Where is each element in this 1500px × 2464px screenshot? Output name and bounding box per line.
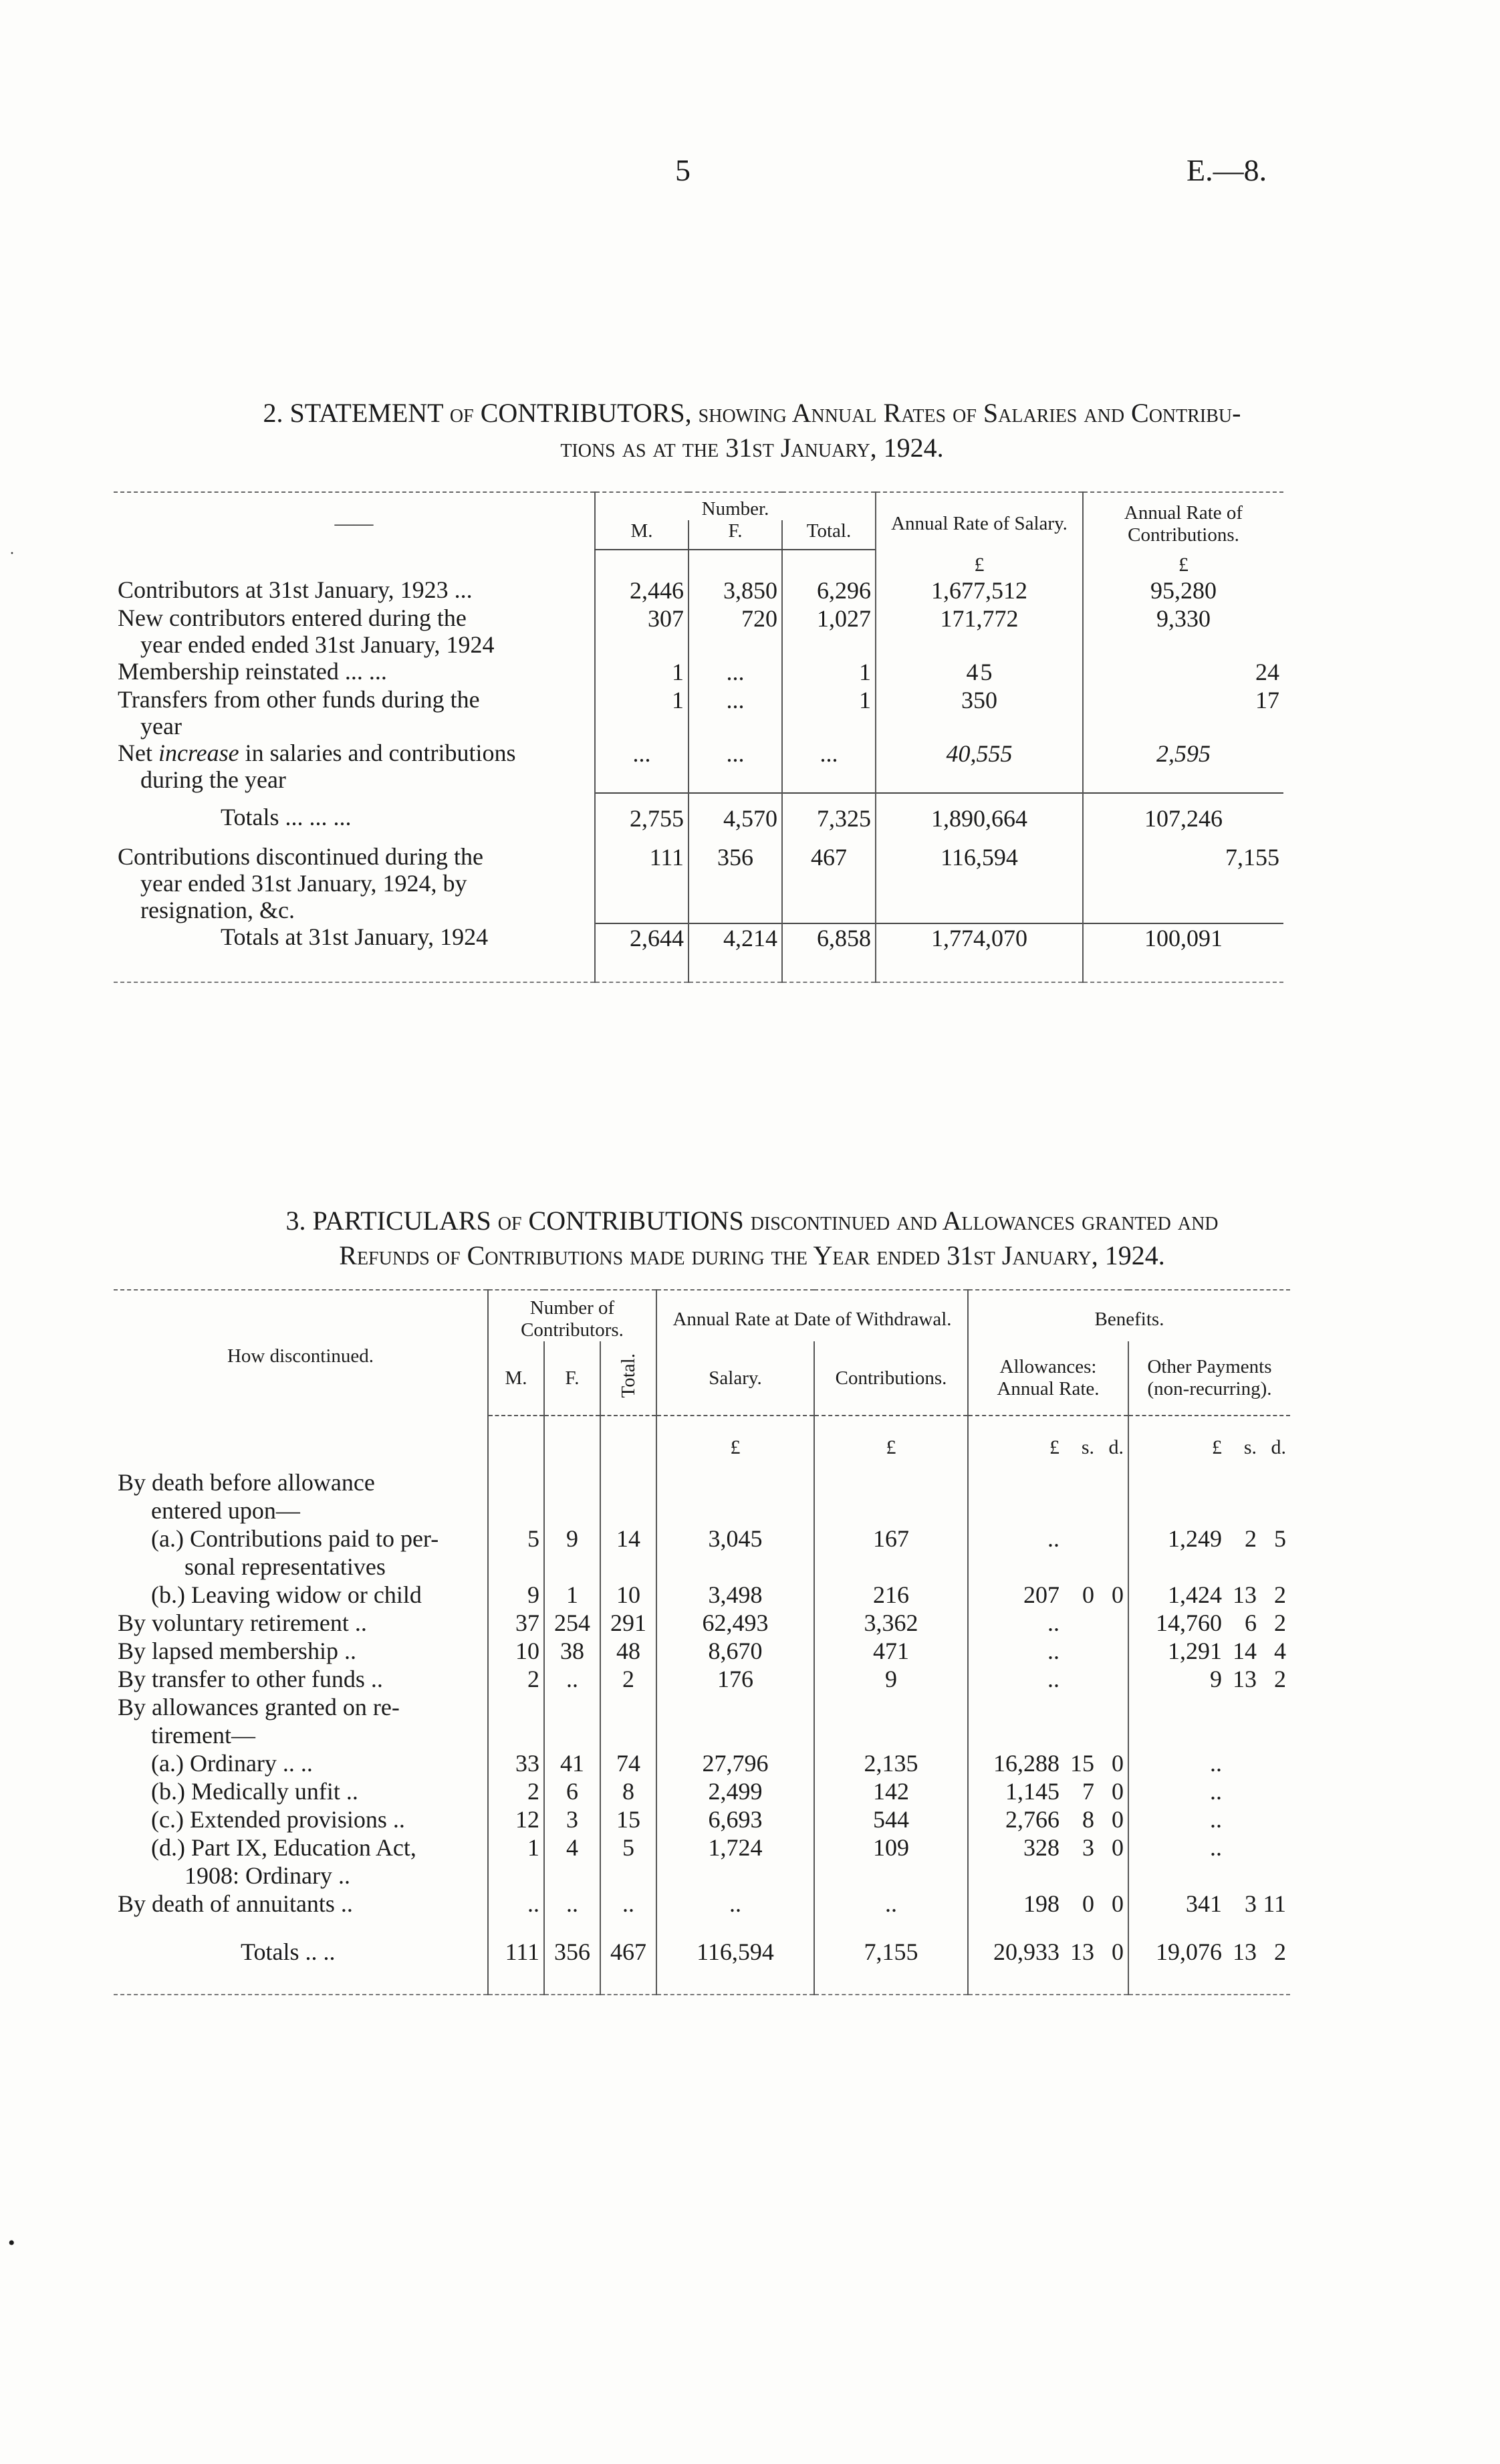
cell-other-d: 5 <box>1274 1525 1286 1553</box>
cell-m: 10 <box>488 1637 544 1665</box>
row-label-post: in salaries and contributions <box>239 740 516 766</box>
cell-contrib: 24 <box>1083 658 1283 686</box>
page-reference: E.—8. <box>1186 153 1267 187</box>
cell-contrib: 7,155 <box>1083 843 1283 923</box>
table-row <box>114 1665 1290 1693</box>
cell-contrib: 9 <box>814 1665 968 1693</box>
final-m: 2,644 <box>595 923 689 982</box>
cell-m: 1 <box>595 686 689 740</box>
cell-salary: 1,677,512 <box>876 576 1083 604</box>
total-contrib: 107,246 <box>1083 793 1283 843</box>
cell-m: 33 <box>488 1749 544 1777</box>
cell-other <box>1142 1777 1286 1805</box>
cell-other <box>1142 1693 1286 1721</box>
table-row <box>114 1805 1290 1833</box>
final-salary: 1,774,070 <box>876 923 1083 982</box>
row-label-cont: year ended ended 31st January, 1924 <box>140 631 495 658</box>
cell-other-l: 14,760 <box>1156 1609 1222 1637</box>
cell-allow-d: 0 <box>1112 1581 1124 1609</box>
cell-contrib: 471 <box>814 1637 968 1665</box>
cell-total: 1,027 <box>782 604 876 658</box>
cell-f: ... <box>689 740 782 793</box>
cell-contrib: 544 <box>814 1805 968 1833</box>
final-totals-row <box>114 923 1283 982</box>
cell-other-l: .. <box>1210 1778 1222 1805</box>
table-row <box>114 1890 1290 1918</box>
cell-f: ... <box>689 686 782 740</box>
cell-m: 111 <box>595 843 689 923</box>
cell-contrib: 109 <box>814 1833 968 1890</box>
cell-other <box>1142 1468 1286 1496</box>
cell-contrib: 142 <box>814 1777 968 1805</box>
cell-other-s: 3 <box>1245 1890 1257 1918</box>
cell-other-s: 6 <box>1245 1609 1257 1637</box>
cell-m <box>488 1468 544 1525</box>
cell-m: 9 <box>488 1581 544 1609</box>
cell-allow <box>979 1805 1124 1833</box>
table-row <box>114 604 1283 658</box>
cell-other-l: 1,424 <box>1168 1581 1222 1609</box>
section3-title-line2: Refunds of Contributions made during the Year ended 31st January, 1924. <box>339 1240 1165 1270</box>
unit-other-l: £ <box>1212 1436 1222 1459</box>
cell-other-l: 1,249 <box>1168 1525 1222 1553</box>
cell-total: 2 <box>600 1665 656 1693</box>
cell-total: 291 <box>600 1609 656 1637</box>
header-salary: Annual Rate of Salary. <box>876 492 1083 550</box>
cell-other <box>1142 1938 1286 1966</box>
header-how: How discontinued. <box>114 1290 488 1416</box>
row-label: (b.) Leaving widow or child <box>151 1581 422 1609</box>
table-row <box>114 1693 1290 1749</box>
total-salary: 1,890,664 <box>876 793 1083 843</box>
cell-allow-d: 0 <box>1112 1938 1124 1966</box>
cell-f <box>544 1468 600 1525</box>
row-label-cont: 1908: Ordinary .. <box>184 1862 350 1890</box>
cell-m: 12 <box>488 1805 544 1833</box>
cell-salary: 4 5 <box>876 658 1083 686</box>
row-label-italic: increase <box>158 740 239 766</box>
cell-f: 4 <box>544 1833 600 1890</box>
table-row <box>114 658 1283 686</box>
cell-m: 307 <box>595 604 689 658</box>
cell-m: 111 <box>488 1918 544 1995</box>
cell-contrib: 17 <box>1083 686 1283 740</box>
cell-allow-l: 2,766 <box>1005 1806 1059 1833</box>
margin-dot: • <box>8 2232 15 2254</box>
cell-total: 6,296 <box>782 576 876 604</box>
cell-f: 6 <box>544 1777 600 1805</box>
cell-other-l: 341 <box>1186 1890 1222 1918</box>
row-label: (d.) Part IX, Education Act, <box>151 1834 416 1862</box>
cell-other-d: 2 <box>1274 1666 1286 1693</box>
cell-total <box>600 1468 656 1525</box>
final-contrib: 100,091 <box>1083 923 1283 982</box>
table-row <box>114 1749 1290 1777</box>
final-label: Totals at 31st January, 1924 <box>221 923 489 950</box>
cell-salary: 116,594 <box>876 843 1083 923</box>
cell-allow <box>979 1693 1124 1721</box>
unit-allow-l: £ <box>1049 1436 1059 1459</box>
header-f: F. <box>544 1341 600 1416</box>
cell-total: 15 <box>600 1805 656 1833</box>
discontinued-row <box>114 843 1283 923</box>
table-row <box>114 740 1283 793</box>
cell-contrib: 2,135 <box>814 1749 968 1777</box>
unit-other-s: s. <box>1243 1436 1257 1459</box>
cell-allow-l: .. <box>1047 1638 1059 1665</box>
cell-contrib: 167 <box>814 1525 968 1581</box>
totals-row <box>114 1918 1290 1995</box>
cell-allow <box>979 1777 1124 1805</box>
cell-total <box>600 1693 656 1749</box>
cell-salary: 8,670 <box>656 1637 814 1665</box>
total-m: 2,755 <box>595 793 689 843</box>
header-contributions: Contributions. <box>814 1341 968 1416</box>
cell-allow-l: .. <box>1047 1609 1059 1637</box>
cell-allow-s: 3 <box>1082 1834 1094 1862</box>
cell-allow <box>979 1665 1124 1693</box>
section2-title <box>100 396 1404 465</box>
cell-allow <box>979 1581 1124 1609</box>
cell-salary: 40,555 <box>876 740 1083 793</box>
cell-allow-d: 0 <box>1112 1778 1124 1805</box>
table-row <box>114 1637 1290 1665</box>
cell-salary: 116,594 <box>656 1918 814 1995</box>
section3-title-line1: PARTICULARS of CONTRIBUTIONS discontinued and Allowances granted and <box>312 1206 1219 1236</box>
cell-salary: 62,493 <box>656 1609 814 1637</box>
cell-allow-l: .. <box>1047 1666 1059 1693</box>
pound-sign: £ <box>1083 550 1283 576</box>
cell-other-s: 2 <box>1245 1525 1257 1553</box>
table-row <box>114 1525 1290 1581</box>
cell-allow-l: 1,145 <box>1005 1778 1059 1805</box>
cell-other-l: 19,076 <box>1156 1938 1222 1966</box>
cell-m: 1 <box>488 1833 544 1890</box>
row-label: By transfer to other funds .. <box>118 1666 383 1693</box>
header-withdrawal: Annual Rate at Date of Withdrawal. <box>656 1290 968 1341</box>
cell-allow-d: 0 <box>1112 1750 1124 1777</box>
cell-other-s: 13 <box>1233 1666 1257 1693</box>
cell-m: .. <box>488 1890 544 1918</box>
row-label: Membership reinstated ... ... <box>118 658 387 685</box>
section2-title-prefix: 2. <box>263 398 290 428</box>
cell-allow <box>979 1609 1124 1637</box>
table-row <box>114 1833 1290 1890</box>
cell-allow-s: 15 <box>1070 1750 1094 1777</box>
cell-contrib <box>814 1693 968 1749</box>
cell-m <box>488 1693 544 1749</box>
cell-f: 356 <box>689 843 782 923</box>
cell-total: 467 <box>782 843 876 923</box>
row-label: Contributions discontinued during the <box>118 843 483 870</box>
cell-salary: 350 <box>876 686 1083 740</box>
cell-total: 5 <box>600 1833 656 1890</box>
cell-contrib: .. <box>814 1890 968 1918</box>
cell-other-d: 2 <box>1274 1938 1286 1966</box>
cell-allow-l: 207 <box>1023 1581 1059 1609</box>
cell-salary: 27,796 <box>656 1749 814 1777</box>
cell-allow-s: 7 <box>1082 1778 1094 1805</box>
statement-of-contributors-table <box>114 491 1283 983</box>
cell-other-d: 11 <box>1263 1890 1286 1918</box>
section2-title-line1: STATEMENT of CONTRIBUTORS, showing Annual Rates of Salaries and Contribu- <box>289 398 1241 428</box>
header-benefits: Benefits. <box>968 1290 1290 1341</box>
cell-f: 356 <box>544 1918 600 1995</box>
cell-allow-l: 328 <box>1023 1834 1059 1862</box>
cell-allow-l: 16,288 <box>993 1750 1059 1777</box>
header-other-payments: Other Payments (non-recurring). <box>1128 1341 1290 1416</box>
row-label: (b.) Medically unfit .. <box>151 1778 358 1805</box>
page-number: 5 <box>675 153 691 187</box>
cell-f: 41 <box>544 1749 600 1777</box>
row-label-cont: tirement— <box>151 1722 255 1749</box>
cell-other <box>1142 1749 1286 1777</box>
totals-label: Totals .. .. <box>241 1938 336 1966</box>
cell-contrib: 7,155 <box>814 1918 968 1995</box>
row-label: Net <box>118 740 158 766</box>
cell-allow-l: 20,933 <box>993 1938 1059 1966</box>
row-label: Transfers from other funds during the <box>118 686 480 713</box>
cell-m: 5 <box>488 1525 544 1581</box>
cell-allow-d: 0 <box>1112 1806 1124 1833</box>
total-f: 4,570 <box>689 793 782 843</box>
cell-other-s: 14 <box>1233 1638 1257 1665</box>
cell-salary: 3,498 <box>656 1581 814 1609</box>
cell-allow <box>979 1890 1124 1918</box>
cell-f: 1 <box>544 1581 600 1609</box>
table-row <box>114 1777 1290 1805</box>
cell-salary: .. <box>656 1890 814 1918</box>
cell-contrib: 95,280 <box>1083 576 1283 604</box>
cell-salary: 3,045 <box>656 1525 814 1581</box>
cell-total: ... <box>782 740 876 793</box>
cell-allow-s: 8 <box>1082 1806 1094 1833</box>
cell-allow-s: 0 <box>1082 1890 1094 1918</box>
cell-f: 254 <box>544 1609 600 1637</box>
row-label: By death of annuitants .. <box>118 1890 353 1918</box>
row-label: By death before allowance <box>118 1469 375 1496</box>
cell-total: 48 <box>600 1637 656 1665</box>
cell-f: 38 <box>544 1637 600 1665</box>
cell-f: 3 <box>544 1805 600 1833</box>
cell-other-l: .. <box>1210 1806 1222 1833</box>
unit-contrib: £ <box>814 1416 968 1468</box>
cell-f <box>544 1693 600 1749</box>
cell-salary <box>656 1468 814 1525</box>
cell-contrib: 216 <box>814 1581 968 1609</box>
cell-f: .. <box>544 1890 600 1918</box>
unit-allow-s: s. <box>1081 1436 1094 1459</box>
cell-contrib: 9,330 <box>1083 604 1283 658</box>
cell-allow-s: 0 <box>1082 1581 1094 1609</box>
cell-allow <box>979 1749 1124 1777</box>
row-label-cont: sonal representatives <box>184 1553 386 1581</box>
cell-total: 74 <box>600 1749 656 1777</box>
cell-other-d: 4 <box>1274 1638 1286 1665</box>
header-salary: Salary. <box>656 1341 814 1416</box>
cell-allow <box>979 1637 1124 1665</box>
cell-other-s: 13 <box>1233 1938 1257 1966</box>
header-f: F. <box>689 520 782 550</box>
cell-allow <box>979 1525 1124 1553</box>
cell-m: 2 <box>488 1665 544 1693</box>
pound-sign: £ <box>876 550 1083 576</box>
final-total: 6,858 <box>782 923 876 982</box>
cell-total: 1 <box>782 686 876 740</box>
row-label-cont: entered upon— <box>151 1497 300 1525</box>
cell-other <box>1142 1609 1286 1637</box>
unit-salary: £ <box>656 1416 814 1468</box>
cell-salary <box>656 1693 814 1749</box>
table-row <box>114 1581 1290 1609</box>
header-contributions: Annual Rate of Contributions. <box>1083 492 1283 550</box>
particulars-of-contributions-table <box>114 1289 1290 1995</box>
cell-other-d: 2 <box>1274 1581 1286 1609</box>
row-label: By allowances granted on re- <box>118 1694 400 1721</box>
row-label: By voluntary retirement .. <box>118 1609 367 1637</box>
section2-title-line2: tions as at the 31st January, 1924. <box>560 433 944 463</box>
row-label: By lapsed membership .. <box>118 1638 356 1665</box>
header-total: Total. <box>782 520 876 550</box>
cell-other <box>1142 1890 1286 1918</box>
cell-m: 2 <box>488 1777 544 1805</box>
cell-total: 467 <box>600 1918 656 1995</box>
header-m: M. <box>488 1341 544 1416</box>
cell-f: ... <box>689 658 782 686</box>
header-number: Number. <box>595 492 876 520</box>
cell-other <box>1142 1805 1286 1833</box>
cell-other-l: 1,291 <box>1168 1638 1222 1665</box>
header-allowances: Allowances: Annual Rate. <box>968 1341 1128 1416</box>
cell-allow-d: 0 <box>1112 1890 1124 1918</box>
final-f: 4,214 <box>689 923 782 982</box>
cell-other-s: 13 <box>1233 1581 1257 1609</box>
row-label: (a.) Contributions paid to per- <box>151 1525 439 1553</box>
cell-allow <box>979 1833 1124 1862</box>
row-label-cont: year ended 31st January, 1924, by resignation, &c. <box>140 870 467 923</box>
cell-total: .. <box>600 1890 656 1918</box>
row-label-cont: year <box>140 713 182 740</box>
cell-m: 37 <box>488 1609 544 1637</box>
cell-other-l: .. <box>1210 1750 1222 1777</box>
cell-m: 2,446 <box>595 576 689 604</box>
cell-allow-d: 0 <box>1112 1834 1124 1862</box>
total-total: 7,325 <box>782 793 876 843</box>
unit-allow-d: d. <box>1108 1436 1124 1459</box>
cell-contrib <box>814 1468 968 1525</box>
cell-f: 3,850 <box>689 576 782 604</box>
cell-other <box>1142 1581 1286 1609</box>
table-row <box>114 1468 1290 1525</box>
row-label-cont: during the year <box>140 766 286 793</box>
cell-total: 1 <box>782 658 876 686</box>
section3-title-prefix: 3. <box>285 1206 313 1236</box>
cell-f: 9 <box>544 1525 600 1581</box>
cell-f: 720 <box>689 604 782 658</box>
cell-other <box>1142 1637 1286 1665</box>
cell-m: 1 <box>595 658 689 686</box>
cell-salary: 171,772 <box>876 604 1083 658</box>
cell-total: 8 <box>600 1777 656 1805</box>
header-number: Number of Contributors. <box>488 1290 656 1341</box>
cell-allow <box>979 1468 1124 1496</box>
row-label: (c.) Extended provisions .. <box>151 1806 405 1833</box>
cell-salary: 6,693 <box>656 1805 814 1833</box>
row-label: Contributors at 31st January, 1923 ... <box>118 576 473 603</box>
cell-salary: 1,724 <box>656 1833 814 1890</box>
cell-allow-l: 198 <box>1023 1890 1059 1918</box>
margin-dot: · <box>9 545 15 562</box>
table-row <box>114 576 1283 604</box>
cell-contrib: 2,595 <box>1083 740 1283 793</box>
cell-salary: 176 <box>656 1665 814 1693</box>
cell-f: .. <box>544 1665 600 1693</box>
cell-allow <box>979 1938 1124 1966</box>
header-total: Total. <box>617 1353 639 1398</box>
cell-other-l: 9 <box>1210 1666 1222 1693</box>
header-blank: —— <box>114 492 595 550</box>
row-label: (a.) Ordinary .. .. <box>151 1750 313 1777</box>
totals-row <box>114 793 1283 843</box>
cell-allow-l: .. <box>1047 1525 1059 1553</box>
cell-other-d: 2 <box>1274 1609 1286 1637</box>
cell-salary: 2,499 <box>656 1777 814 1805</box>
cell-contrib: 3,362 <box>814 1609 968 1637</box>
cell-other <box>1142 1525 1286 1553</box>
cell-m: ... <box>595 740 689 793</box>
cell-other <box>1142 1833 1286 1862</box>
cell-total: 14 <box>600 1525 656 1581</box>
cell-total: 10 <box>600 1581 656 1609</box>
section3-title <box>100 1204 1404 1273</box>
cell-allow-s: 13 <box>1070 1938 1094 1966</box>
totals-label: Totals ... ... ... <box>221 804 352 830</box>
table-row <box>114 1609 1290 1637</box>
cell-other-l: .. <box>1210 1834 1222 1862</box>
table-row <box>114 686 1283 740</box>
row-label: New contributors entered during the <box>118 604 467 631</box>
cell-other <box>1142 1665 1286 1693</box>
unit-other-d: d. <box>1271 1436 1286 1459</box>
header-m: M. <box>595 520 689 550</box>
